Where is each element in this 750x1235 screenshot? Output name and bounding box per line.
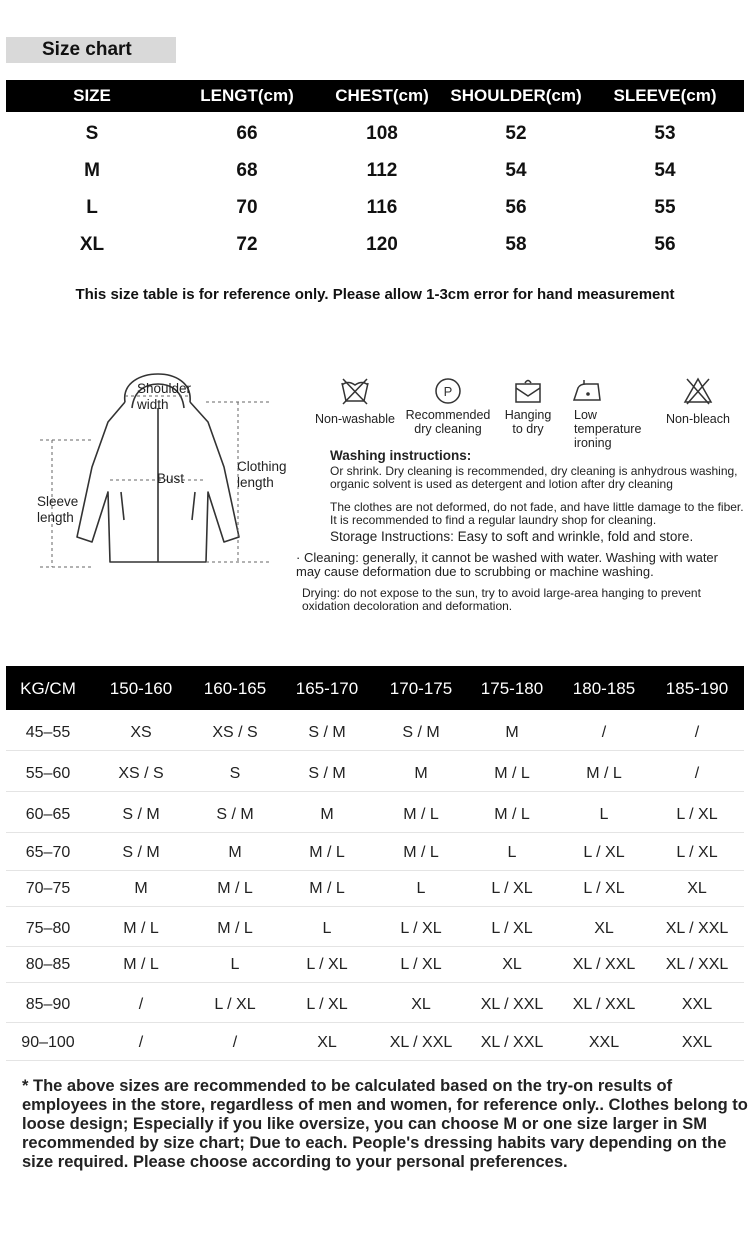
size-cell: 54	[505, 160, 527, 181]
size-cell: 54	[654, 160, 676, 181]
kg-cell: XS / S	[118, 765, 164, 782]
washing-heading: Washing instructions:	[330, 448, 472, 463]
kg-header-cell: 160-165	[203, 679, 267, 698]
kg-header-cell: 185-190	[665, 679, 729, 698]
kg-cell: M	[134, 880, 148, 897]
sleeve-length-label: Sleeve length	[37, 494, 79, 525]
kg-cell: /	[694, 724, 700, 741]
care-dry-cleaning: P Recommended dry cleaning	[398, 376, 498, 436]
kg-cell: M / L	[309, 844, 345, 861]
kg-cell: XL	[594, 920, 614, 937]
kg-cell: L / XL	[491, 880, 533, 897]
kg-cell: 90–100	[21, 1034, 75, 1051]
kg-cell: S / M	[122, 844, 160, 861]
kg-table-row	[6, 795, 744, 833]
kg-cell: 45–55	[25, 724, 71, 741]
kg-cell: S / M	[402, 724, 440, 741]
kg-cell: L / XL	[400, 920, 442, 937]
size-cell: S	[85, 123, 99, 144]
storage-instructions: Storage Instructions: Easy to soft and wrinkle, fold and store.	[330, 529, 694, 544]
kg-table-row	[6, 945, 744, 983]
kg-cell: XS	[130, 724, 152, 741]
kg-cell: L / XL	[214, 996, 256, 1013]
kg-cell: XL	[687, 880, 707, 897]
size-table-row	[6, 154, 744, 190]
kg-cell: M	[320, 806, 334, 823]
kg-cell: L	[507, 844, 517, 861]
size-header-cell: SLEEVE(cm)	[613, 86, 717, 105]
size-cell: 55	[654, 197, 676, 218]
size-table-row	[6, 228, 744, 264]
kg-cell: S / M	[308, 724, 346, 741]
kg-cell: /	[138, 1034, 144, 1051]
kg-cell: M	[414, 765, 428, 782]
size-table-header	[6, 80, 744, 112]
kg-table-row	[6, 754, 744, 792]
size-cell: 120	[366, 234, 398, 255]
size-cell: 56	[654, 234, 676, 255]
kg-table-row	[6, 985, 744, 1023]
kg-cell: M / L	[494, 806, 530, 823]
kg-table-row	[6, 833, 744, 871]
kg-cell: M / L	[217, 880, 253, 897]
footer-note: * The above sizes are recommended to be calculated based on the try-on results of employees in the store, regardless of men and women, for reference only.. Clothes belong to loose design; Especially if you like oversize, you can choose M or one size larger in SM recommended by size chart; Due to each. People's dressing habits vary depending on the size required. Please choose according to your personal preferences.	[22, 1077, 748, 1171]
kg-header-cell: 180-185	[572, 679, 636, 698]
care-non-washable: Non-washable	[305, 376, 405, 426]
size-cell: 66	[236, 123, 258, 144]
kg-cell: XS / S	[212, 724, 258, 741]
jacket-measurement-diagram	[30, 372, 320, 582]
kg-cell: 55–60	[25, 765, 71, 782]
size-header-cell: LENGT(cm)	[200, 86, 294, 105]
kg-table-row	[6, 1023, 744, 1061]
care-non-bleach: Non-bleach	[648, 376, 748, 426]
kg-cell: L / XL	[306, 996, 348, 1013]
kg-cell: L	[322, 920, 332, 937]
kg-cell: M	[505, 724, 519, 741]
washing-instructions	[296, 447, 746, 613]
kg-cell: L	[416, 880, 426, 897]
kg-header-cell: 175-180	[480, 679, 544, 698]
kg-cell: L	[599, 806, 609, 823]
kg-table-row	[6, 713, 744, 751]
size-cell: 116	[366, 197, 398, 218]
size-cell: 68	[236, 160, 258, 181]
kg-table-header	[6, 666, 744, 710]
kg-cell: M / L	[217, 920, 253, 937]
kg-header-cell: 165-170	[295, 679, 359, 698]
size-cell: 52	[505, 123, 527, 144]
clothing-length-label: Clothing length	[237, 459, 287, 490]
size-cell: 108	[366, 123, 398, 144]
kg-cell: L / XL	[676, 806, 718, 823]
size-cell: 70	[236, 197, 258, 218]
hang-dry-icon	[513, 376, 543, 406]
washing-paragraph: The clothes are not deformed, do not fade, and have little damage to the fiber. It is recommended to find a regular laundry shop for cleaning.	[330, 500, 744, 527]
shoulder-width-label: Shoulder width	[137, 381, 192, 412]
kg-cell: XL / XXL	[480, 996, 544, 1013]
drying-instructions: Drying: do not expose to the sun, try to avoid large-area hanging to prevent oxidation decoloration and deformation.	[302, 586, 701, 613]
washing-paragraph: Or shrink. Dry cleaning is recommended, dry cleaning is anhydrous washing, organic solvent is used as detergent and lotion after dry cleaning	[330, 464, 738, 491]
size-header-cell: CHEST(cm)	[335, 86, 429, 105]
kg-cell: S / M	[122, 806, 160, 823]
kg-cell: M / L	[403, 844, 439, 861]
kg-cell: 70–75	[25, 880, 71, 897]
kg-cell: /	[138, 996, 144, 1013]
kg-cell: M / L	[123, 920, 159, 937]
kg-cell: XL	[317, 1034, 337, 1051]
size-cell: 112	[366, 160, 398, 181]
bust-label: Bust	[157, 471, 185, 486]
kg-cell: /	[694, 765, 700, 782]
kg-cell: S / M	[308, 765, 346, 782]
no-wash-icon	[339, 376, 371, 406]
kg-cell: L	[230, 956, 240, 973]
kg-cell: M / L	[309, 880, 345, 897]
kg-table-row	[6, 869, 744, 907]
kg-cell: 60–65	[25, 806, 71, 823]
kg-cell: L / XL	[676, 844, 718, 861]
size-header-cell: SIZE	[73, 86, 111, 105]
kg-header-cell: KG/CM	[20, 679, 76, 698]
kg-cell: L / XL	[491, 920, 533, 937]
kg-header-cell: 150-160	[109, 679, 173, 698]
size-table-row	[6, 191, 744, 227]
size-cell: 53	[654, 123, 676, 144]
kg-cell: XL / XXL	[389, 1034, 453, 1051]
kg-cell: M / L	[494, 765, 530, 782]
kg-cell: XL / XXL	[480, 1034, 544, 1051]
size-table-row	[6, 117, 744, 153]
size-cell: 56	[505, 197, 527, 218]
size-header-cell: SHOULDER(cm)	[450, 86, 582, 105]
kg-cell: XXL	[681, 996, 713, 1013]
kg-cell: XL / XXL	[572, 956, 636, 973]
size-cell: XL	[79, 234, 105, 255]
kg-cell: /	[232, 1034, 238, 1051]
kg-cell: XL / XXL	[572, 996, 636, 1013]
kg-cell: L / XL	[306, 956, 348, 973]
kg-cell: 65–70	[25, 844, 71, 861]
dry-clean-p-icon	[433, 376, 463, 406]
kg-cell: XL / XXL	[665, 956, 729, 973]
kg-cell: 75–80	[25, 920, 71, 937]
kg-cell: M	[228, 844, 242, 861]
size-cell: M	[84, 160, 100, 181]
kg-cell: M / L	[123, 956, 159, 973]
size-cell: 58	[505, 234, 527, 255]
kg-table-row	[6, 909, 744, 947]
kg-cell: S / M	[216, 806, 254, 823]
kg-cell: /	[601, 724, 607, 741]
kg-cell: M / L	[586, 765, 622, 782]
kg-cell: XXL	[588, 1034, 620, 1051]
kg-cell: XL / XXL	[665, 920, 729, 937]
size-cell: 72	[236, 234, 258, 255]
care-low-iron: Low temperature ironing	[562, 376, 662, 450]
size-chart-title: Size chart	[6, 37, 176, 63]
svg-text:P: P	[443, 384, 453, 399]
kg-cell: 85–90	[25, 996, 71, 1013]
kg-cell: S	[229, 765, 241, 782]
kg-cell: L / XL	[400, 956, 442, 973]
care-hanging-dry: Hanging to dry	[478, 376, 578, 436]
kg-cell: L / XL	[583, 880, 625, 897]
size-table-note: This size table is for reference only. Please allow 1-3cm error for hand measurement	[75, 286, 675, 303]
kg-cell: L / XL	[583, 844, 625, 861]
kg-cell: XL	[411, 996, 431, 1013]
kg-cell: 80–85	[25, 956, 71, 973]
cleaning-instructions: · Cleaning: generally, it cannot be washed with water. Washing with water may cause deformation due to scrubbing or machine washing.	[296, 550, 718, 579]
kg-header-cell: 170-175	[389, 679, 453, 698]
no-bleach-icon	[683, 376, 713, 406]
low-iron-icon	[570, 376, 604, 406]
kg-cell: XXL	[681, 1034, 713, 1051]
kg-cell: M / L	[403, 806, 439, 823]
kg-cell: XL	[502, 956, 522, 973]
size-cell: L	[86, 197, 98, 218]
